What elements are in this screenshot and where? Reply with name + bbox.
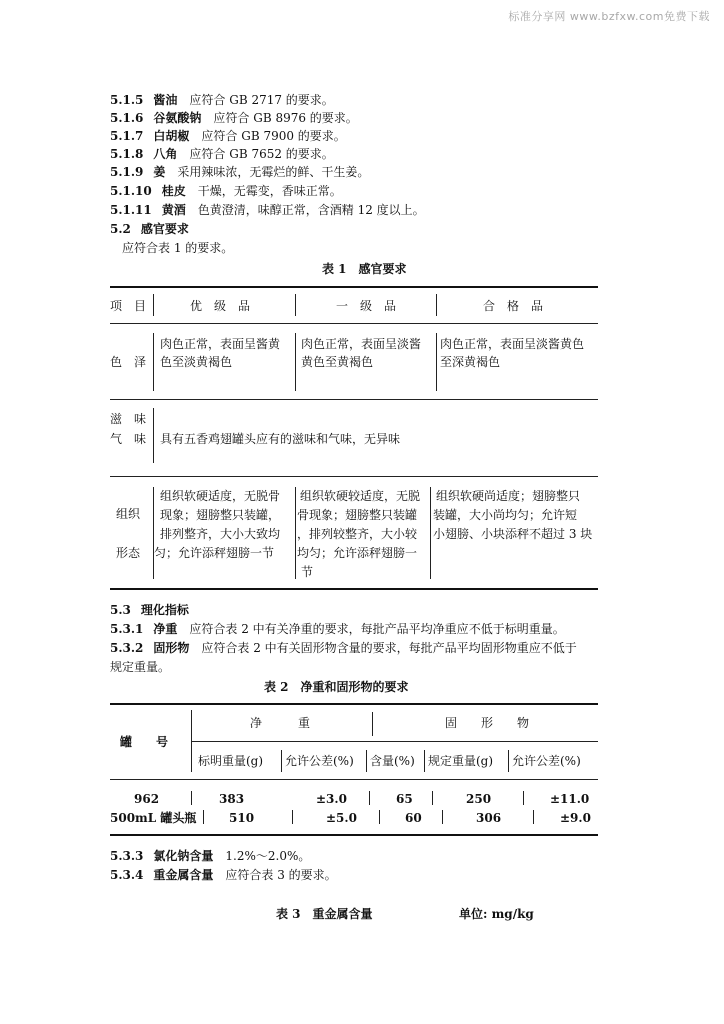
table2-sub-content: 含量(%): [370, 754, 415, 768]
table1-form-sep-1: [153, 487, 154, 579]
table2-row2-content: 60: [405, 811, 422, 825]
table1-color-premium-line1: 肉色正常，表面呈酱黄: [160, 337, 281, 351]
table2-row2-solid-tolerance: ±9.0: [560, 811, 591, 825]
table1-bottom-rule: [110, 588, 598, 590]
table2-group-sep: [372, 712, 373, 736]
clause-5-3-3: 5.3.3 氯化钠含量 1.2%～2.0%。: [110, 849, 311, 863]
clause-5-1-11: 5.1.11 黄酒 色黄澄清，味醇正常，含酒精 12 度以上。: [110, 203, 425, 217]
table2-group-rule: [192, 741, 598, 742]
table1-form-premium-line1: 组织软硬适度，无脱骨: [160, 489, 281, 503]
watermark: 标准分享网 www.bzfxw.com免费下载: [508, 10, 710, 23]
table2-row1-net-tolerance: ±3.0: [316, 792, 347, 806]
table3-caption: 表 3 重金属含量: [276, 907, 373, 921]
clause-5-1-6: 5.1.6 谷氨酸钠 应符合 GB 8976 的要求。: [110, 111, 358, 125]
table2-header-rule: [110, 779, 598, 780]
table2-row1-net: 383: [219, 792, 245, 806]
clause-5-1-5: 5.1.5 酱油 应符合 GB 2717 的要求。: [110, 93, 334, 107]
table1-header-first: 一 级 品: [336, 299, 397, 313]
table2-sub-sep-4: [508, 750, 509, 772]
table2-top-rule: [110, 703, 598, 705]
table1-taste-sep: [153, 408, 154, 463]
table2-row1-solid: 250: [466, 792, 492, 806]
table2-row2-sep-4: [442, 810, 443, 824]
table1-color-premium-line2: 色至淡黄褐色: [160, 355, 233, 369]
table1-color-first-line2: 黄色至黄褐色: [301, 355, 374, 369]
clause-5-1-10: 5.1.10 桂皮 干燥，无霉变，香味正常。: [110, 184, 342, 198]
clause-5-3-1: 5.3.1 净重 应符合表 2 中有关净重的要求，每批产品平均净重应不低于标明重量。: [110, 622, 565, 636]
table3-unit: 单位: mg/kg: [459, 907, 534, 921]
table1-form-sep-2: [295, 487, 296, 579]
table2-row2-sep-1: [203, 810, 204, 824]
table1-header-item: 项 目: [110, 299, 147, 313]
clause-5-3-2: 5.3.2 固形物 应符合表 2 中有关固形物含量的要求，每批产品平均固形物重应不低于: [110, 641, 577, 655]
table2-sub-sep-1: [281, 750, 282, 772]
table1-color-item: 色 泽: [110, 355, 147, 369]
table2-row2-net-tolerance: ±5.0: [326, 811, 357, 825]
table2-sub-sep-3: [424, 750, 425, 772]
table2-row1-sep-3: [432, 791, 433, 805]
table2-row2-can: 500mL 罐头瓶: [110, 811, 197, 825]
table1-form-first-line4: 均匀；允许添秤翅膀一: [297, 546, 418, 560]
table2-row1-solid-tolerance: ±11.0: [550, 792, 590, 806]
table2-group-solid: 固 形 物: [445, 716, 530, 730]
table1-form-premium-line2: 现象；翅膀整只装罐，: [160, 508, 281, 522]
table2-sub-net-weight: 标明重量(g): [198, 754, 264, 768]
table2-group-net: 净 重: [250, 716, 311, 730]
table1-header-qualified: 合 格 品: [483, 299, 544, 313]
clause-5-3-4: 5.3.4 重金属含量 应符合表 3 的要求。: [110, 868, 337, 882]
table1-form-first-line2: 骨现象；翅膀整只装罐: [297, 508, 418, 522]
table1-header-sep-2: [295, 294, 296, 316]
section-5-3-heading: 5.3 理化指标: [110, 603, 189, 617]
table1-form-qualified-line3: 小翅膀、小块添秤不超过 3 块: [433, 527, 593, 541]
table1-color-first-line1: 肉色正常，表面呈淡酱: [301, 337, 422, 351]
table2-row1-sep-4: [523, 791, 524, 805]
table2-row2-net: 510: [229, 811, 255, 825]
section-5-2-heading: 5.2 感官要求: [110, 222, 189, 236]
table2-sub-solid-weight: 规定重量(g): [428, 754, 494, 768]
table1-form-first-line5: 节: [301, 565, 314, 579]
table1-caption: 表 1 感官要求: [322, 262, 407, 276]
table1-color-qualified-line1: 肉色正常，表面呈淡酱黄色: [440, 337, 585, 351]
table1-form-qualified-line1: 组织软硬尚适度；翅膀整只: [436, 489, 581, 503]
table2-sub-sep-2: [366, 750, 367, 772]
table2-row2-sep-2: [292, 810, 293, 824]
table2-row1-sep-1: [191, 791, 192, 805]
table1-header-sep-3: [436, 294, 437, 316]
table2-caption: 表 2 净重和固形物的要求: [264, 680, 409, 694]
table1-color-sep-1: [153, 333, 154, 391]
table1-form-item-line2: 形态: [116, 546, 141, 560]
clause-5-3-2-cont: 规定重量。: [110, 660, 171, 674]
clause-5-1-8: 5.1.8 八角 应符合 GB 7652 的要求。: [110, 147, 334, 161]
table2-row2-sep-3: [379, 810, 380, 824]
table1-form-sep-3: [430, 487, 431, 579]
table1-form-premium-line3: 排列整齐，大小大致均: [160, 527, 281, 541]
table1-form-qualified-line2: 装罐，大小尚均匀；允许短: [433, 508, 578, 522]
table1-taste-item-line1: 滋 味: [110, 412, 147, 426]
table1-form-first-line1: 组织软硬较适度，无脱: [300, 489, 421, 503]
table1-form-item-line1: 组织: [116, 507, 141, 521]
table1-taste-item-line2: 气 味: [110, 432, 147, 446]
table1-header-premium: 优 级 品: [190, 299, 251, 313]
table1-header-rule: [110, 323, 598, 324]
table1-form-first-line3: ，排列较整齐，大小较: [297, 527, 418, 541]
table1-taste-text: 具有五香鸡翅罐头应有的滋味和气味，无异味: [160, 432, 401, 446]
table2-row1-content: 65: [396, 792, 413, 806]
table2-sub-solid-tolerance: 允许公差(%): [512, 754, 581, 768]
clause-5-1-7: 5.1.7 白胡椒 应符合 GB 7900 的要求。: [110, 129, 346, 143]
table2-row2-sep-5: [533, 810, 534, 824]
table2-row1-sep-2: [369, 791, 370, 805]
table2-row2-solid: 306: [476, 811, 502, 825]
table2-can-label: 罐 号: [120, 735, 169, 749]
table2-row1-can: 962: [134, 792, 160, 806]
section-5-2-text: 应符合表 1 的要求。: [122, 241, 234, 255]
table1-color-qualified-line2: 至深黄褐色: [440, 355, 501, 369]
table1-top-rule: [110, 286, 598, 288]
table1-taste-rule: [110, 476, 598, 477]
table2-bottom-rule: [110, 834, 598, 836]
clause-5-1-9: 5.1.9 姜 采用辣味浓，无霉烂的鲜、干生姜。: [110, 165, 370, 179]
table1-color-sep-2: [295, 333, 296, 391]
table1-header-sep-1: [153, 294, 154, 316]
table1-color-sep-3: [436, 333, 437, 391]
table2-sub-net-tolerance: 允许公差(%): [285, 754, 354, 768]
table1-color-rule: [110, 399, 598, 400]
table1-form-premium-line4: 匀；允许添秤翅膀一节: [154, 546, 275, 560]
